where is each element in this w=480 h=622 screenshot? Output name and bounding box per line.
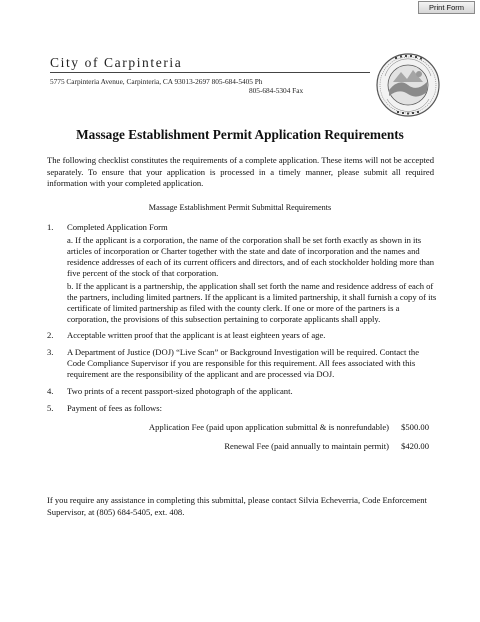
city-name: City of Carpinteria — [50, 55, 183, 70]
list-item — [47, 403, 437, 414]
fee-table — [47, 422, 437, 453]
city-address — [50, 77, 303, 95]
list-item — [47, 386, 437, 397]
fee-label: Renewal Fee (paid annually to maintain permit) — [224, 441, 389, 451]
list-item-number: 4. — [47, 386, 54, 396]
list-item-text: Two prints of a recent passport-sized photograph of the applicant. — [67, 386, 293, 396]
address-line-2: 805-684-5304 Fax — [249, 86, 304, 95]
fee-label: Application Fee (paid upon application submittal & is nonrefundable) — [148, 422, 389, 432]
page-title: Massage Establishment Permit Application Requirements — [76, 127, 404, 142]
list-item-text: Completed Application Form — [67, 222, 168, 232]
address-line-1: 5775 Carpinteria Avenue, Carpinteria, CA 93013-2697 805-684-5405 Ph — [50, 77, 263, 86]
intro-paragraph: The following checklist constitutes the requirements of a complete application. These items will not be accepted separately. To ensure that your application is processed in a timely manner, please submit all required information with your completed application. — [47, 155, 434, 188]
list-item — [47, 330, 437, 341]
list-item-text: Acceptable written proof that the applicant is at least eighteen years of age. — [67, 330, 326, 340]
list-item-subparagraph-a: a. If the applicant is a corporation, the name of the corporation shall be set forth exactly as shown in its articles of incorporation or Charter together with the state and date of incorporation and the names and residence addresses of each of its current officers and directors, and of each stockholder holding more than five percent of the stock of that corporation. — [67, 235, 435, 278]
print-form-button[interactable]: Print Form — [418, 1, 475, 14]
fee-row — [47, 441, 437, 453]
section-subheading: Massage Establishment Permit Submittal Requirements — [148, 203, 332, 212]
list-item — [47, 347, 437, 380]
city-seal-icon — [375, 52, 441, 118]
list-item-number: 1. — [47, 222, 54, 232]
list-item-number: 2. — [47, 330, 54, 340]
requirements-list — [47, 222, 437, 453]
list-item-text: A Department of Justice (DOJ) “Live Scan” or Background Investigation will be required. Contact the Code Compliance Supervisor if you are responsible for this requirement. All fees associated with this requirement are the responsibility of the applicant and are processed via DOJ. — [67, 347, 420, 379]
list-item-number: 5. — [47, 403, 54, 413]
header-divider — [50, 72, 370, 73]
list-item-number: 3. — [47, 347, 54, 357]
list-item — [47, 222, 437, 325]
fee-amount: $420.00 — [401, 441, 429, 451]
list-item-text: Payment of fees as follows: — [67, 403, 162, 413]
list-item-subparagraph-b: b. If the applicant is a partnership, the application shall set forth the name and residence address of each of the partners, including limited partners. If the applicant is a limited partnership, it shall furnish a copy of its certificate of limited partnership as filed with the county clerk. If one or more of the partners is a corporation, the provisions of this subsection pertaining to corporate applicants shall apply. — [67, 281, 437, 324]
closing-paragraph: If you require any assistance in completing this submittal, please contact Silvia Echeverria, Code Enforcement Supervisor, at (805) 684-5405, ext. 408. — [47, 495, 427, 517]
fee-row — [47, 422, 437, 434]
fee-amount: $500.00 — [401, 422, 429, 432]
